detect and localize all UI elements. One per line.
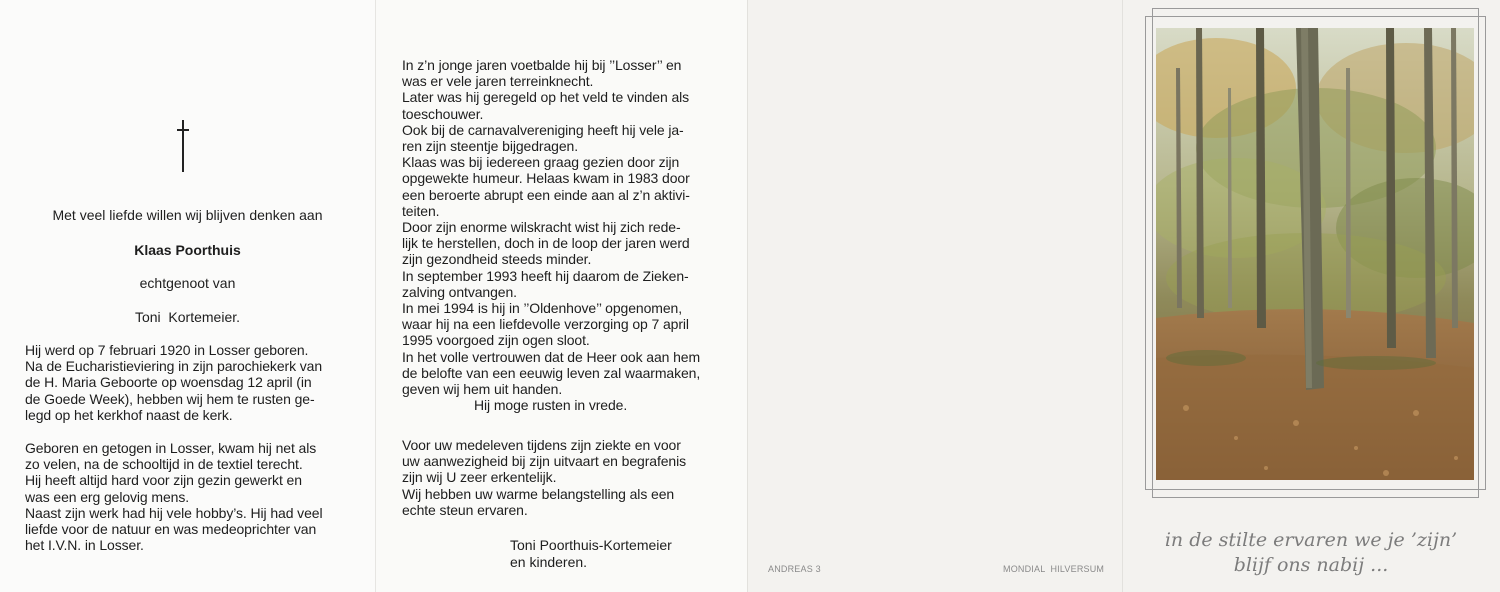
text-line: toeschouwer.	[402, 105, 484, 122]
text-line: was een erg gelovig mens.	[25, 488, 190, 505]
text-line: de Goede Week), hebben wij hem te rusten ge-	[25, 390, 315, 407]
text-line: geven wij hem uit handen.	[402, 381, 563, 398]
text-line: Hij werd op 7 februari 1920 in Losser geboren.	[25, 342, 309, 358]
text-line: lijk te herstellen, doch in de loop der jaren werd	[402, 235, 690, 252]
text-line: waar hij na een liefdevolle verzorging op 7 april	[402, 316, 689, 333]
text-line: liefde voor de natuur en was medeoprichter van	[25, 521, 317, 538]
deceased-name: Klaas Poorthuis	[134, 242, 241, 258]
text-line: Naast zijn werk had hij vele hobby’s. Hij had veel	[25, 504, 323, 521]
text-line: de belofte van een eeuwig leven zal waarmaken,	[402, 364, 701, 381]
life-story-paragraph	[402, 57, 700, 413]
biography-paragraph-1	[25, 342, 322, 423]
text-line: In mei 1994 is hij in ’’Oldenhove’’ opgenomen,	[402, 300, 682, 317]
gratitude-paragraph	[402, 437, 686, 518]
text-line: teiten.	[402, 202, 440, 219]
text-line: uw aanwezigheid bij zijn uitvaart en begrafenis	[402, 453, 687, 470]
text-line: In z’n jonge jaren voetbalde hij bij ’’Losser’’ en	[402, 57, 682, 73]
text-line: Hij heeft altijd hard voor zijn gezin gewerkt en	[25, 472, 302, 489]
text-line: zijn gezondheid steeds minder.	[402, 251, 592, 268]
signature-name: Toni Poorthuis-Kortemeier	[510, 537, 672, 553]
prayer-line: Hij moge rusten in vrede.	[474, 397, 628, 414]
text-line: In het volle vertrouwen dat de Heer ook aan hem	[402, 348, 701, 365]
text-line: zo velen, na de schooltijd in de textiel terecht.	[25, 456, 303, 473]
text-line: Wij hebben uw warme belangstelling als een	[402, 485, 675, 502]
text-line: opgewekte humeur. Helaas kwam in 1983 door	[402, 170, 690, 187]
spouse-name: Toni Kortemeier.	[134, 309, 241, 325]
signature	[510, 537, 672, 571]
text-line: de H. Maria Geboorte op woensdag 12 april (in	[25, 374, 312, 391]
intro-text: Met veel liefde willen wij blijven denken aan	[52, 207, 323, 223]
text-line: Ook bij de carnavalvereniging heeft hij vele ja-	[402, 121, 684, 138]
signature-family: en kinderen.	[510, 554, 588, 570]
text-line: Geboren en getogen in Losser, kwam hij net als	[25, 440, 317, 456]
text-line: was er vele jaren terreinknecht.	[402, 73, 594, 90]
text-line: ren zijn steentje bijgedragen.	[402, 138, 579, 155]
text-line: een beroerte abrupt een einde aan al z’n aktivi-	[402, 186, 690, 203]
text-line: zijn wij U zeer erkentelijk.	[402, 469, 557, 486]
text-line: Door zijn enorme wilskracht wist hij zich rede-	[402, 219, 681, 236]
text-line: echte steun ervaren.	[402, 501, 528, 518]
printer-label: MONDIAL HILVERSUM	[1003, 564, 1105, 574]
text-line: Later was hij geregeld op het veld te vinden als	[402, 89, 690, 106]
text-line: Klaas was bij iedereen graag gezien door zijn	[402, 154, 680, 171]
relation-text: echtgenoot van	[139, 275, 236, 291]
motto-line-2: blijf ons nabij ...	[1233, 554, 1389, 576]
text-line: het I.V.N. in Losser.	[25, 537, 144, 554]
card-panel-front-left	[0, 0, 375, 592]
card-panel-back-left	[747, 0, 1122, 592]
cross-icon	[175, 120, 191, 172]
biography-paragraph-2	[25, 440, 322, 553]
motto-line-1: in de stilte ervaren we je ’zijn’	[1164, 529, 1458, 551]
forest-photo	[1156, 28, 1474, 480]
text-line: 1995 voorgoed zijn ogen sloot.	[402, 332, 590, 349]
text-line: zalving ontvangen.	[402, 283, 517, 300]
text-line: Voor uw medeleven tijdens zijn ziekte en voor	[402, 437, 681, 453]
text-line: In september 1993 heeft hij daarom de Zieken-	[402, 267, 689, 284]
text-line: legd op het kerkhof naast de kerk.	[25, 406, 233, 423]
card-model-label: ANDREAS 3	[768, 564, 821, 574]
card-panel-front-right	[375, 0, 747, 592]
text-line: Na de Eucharistieviering in zijn parochiekerk van	[25, 358, 323, 375]
